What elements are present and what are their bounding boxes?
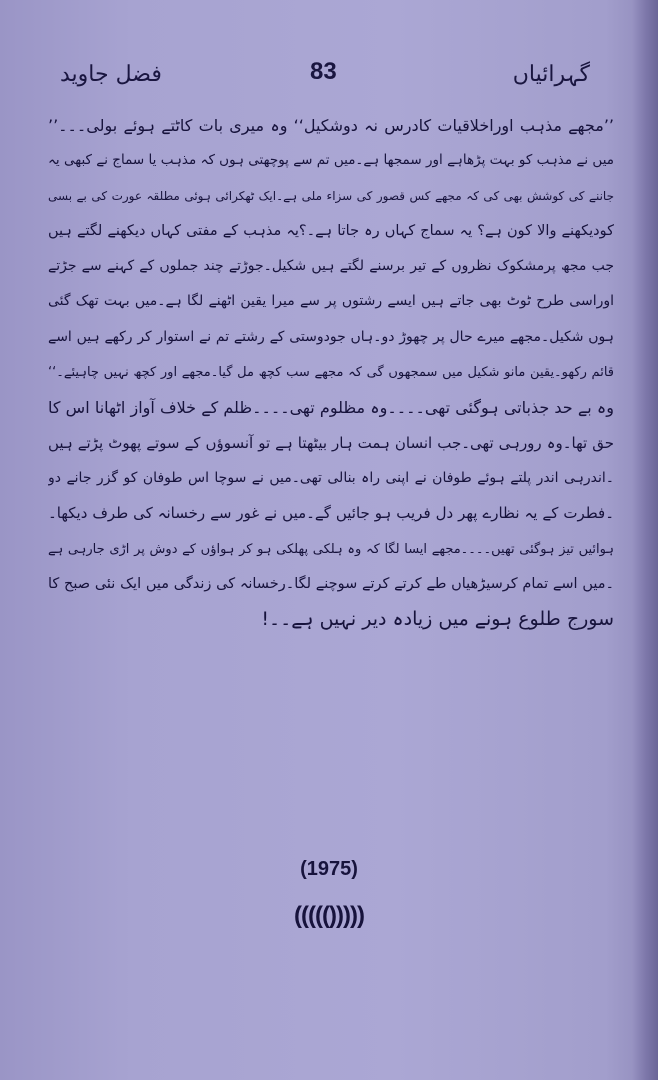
text-line: میں نے مذہب کو بہت پڑھاہے اور سمجھا ہے۔میں تم سے پوچھتی ہوں کہ مذہب یا سماج نے کبھی یہ (48, 152, 614, 169)
page-number: 83 (310, 58, 337, 85)
text-line: ’’مجھے مذہب اوراخلاقیات کادرس نہ دوشکیل‘‘ وہ میری بات کاٹتے ہوئے بولی۔۔۔’’ (48, 116, 614, 135)
text-line: سورج طلوع ہونے میں زیادہ دیر نہیں ہے۔۔! (261, 608, 614, 631)
year-marker: (1975) (300, 858, 358, 880)
text-line: ہوں شکیل۔مجھے میرے حال پر چھوڑ دو۔ہاں جودوستی کے رشتے تم نے استوار کر رکھے ہیں اسے (48, 328, 614, 345)
page-header (60, 58, 600, 92)
end-ornament: ((((())))) (294, 902, 364, 929)
running-author: فضل جاوید (60, 62, 162, 87)
text-line: جب مجھ پرمشکوک نظروں کے تیر برسنے لگتے ہیں شکیل۔جوڑتے چند جملوں کے کہنے سے جڑتے (48, 258, 614, 275)
text-line: وہ بے حد جذباتی ہوگئی تھی۔۔۔۔وہ مظلوم تھی۔۔۔۔ظلم کے خلاف آواز اٹھانا اس کا (48, 398, 614, 418)
text-line: اوراسی طرح ٹوٹ بھی جاتے ہیں ایسے رشتوں پر سے میرا یقین اٹھنے لگا ہے۔میں بہت تھک گئی (48, 293, 614, 310)
text-line: جاننے کی کوشش بھی کی کہ مجھے کس قصور کی سزاء ملی ہے۔ایک ٹھکرائی ہوئی مطلقہ عورت کی بے بسی (48, 188, 614, 203)
text-line: ۔اندرہی اندر پلتے ہوئے طوفان نے اپنی راہ بنالی تھی۔میں نے سوچا اس طوفان کو گزر جانے دو (48, 469, 614, 486)
running-title: گہرائیاں (512, 62, 590, 87)
text-line: ۔فطرت کے یہ نظارے پھر دل فریب ہو جائیں گے۔میں نے غور سے رخسانہ کی طرف دیکھا۔ (48, 504, 614, 523)
text-line: حق تھا۔وہ رورہی تھی۔جب انسان ہمت ہار بیٹھتا ہے تو آنسوؤں کے سوتے پھوٹ پڑتے ہیں (48, 433, 614, 452)
text-line: ہوائیں تیز ہوگئی تھیں۔۔۔۔مجھے ایسا لگا کہ وہ ہلکی پھلکی ہو کر ہواؤں کے دوش پر اڑی جارہی ہے (48, 541, 614, 557)
text-line: ۔میں اسے تمام کرسیڑھیاں طے کرتے کرتے سوچنے لگا۔رخسانہ کی زندگی میں ایک نئی صبح کا (48, 575, 614, 592)
text-line: قائم رکھو۔یقین مانو شکیل میں سمجھوں گی کہ مجھے سب کچھ مل گیا۔مجھے اور کچھ نہیں چاہیئے۔‘‘ (48, 365, 614, 381)
text-line: کودیکھنے والا کون ہے؟ یہ سماج کہاں رہ جاتا ہے۔؟یہ مذہب کے مفتی کہاں دیکھنے لگتے ہیں (48, 222, 614, 239)
story-text (48, 108, 614, 637)
